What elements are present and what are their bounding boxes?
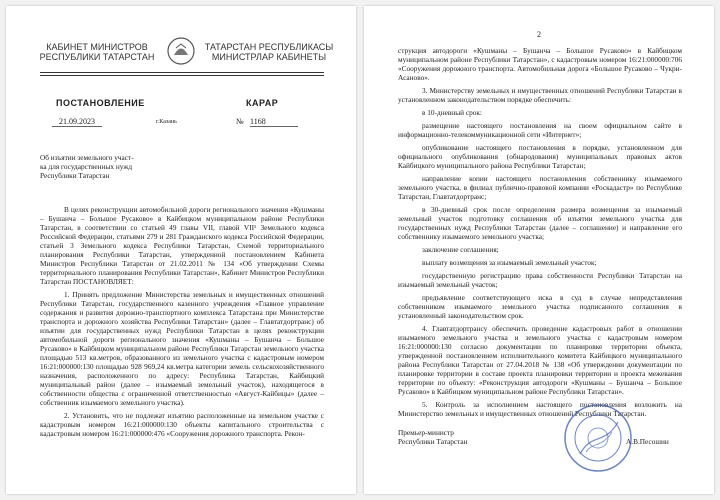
paragraph: в 30-дневный срок после определения размера возмещения за изымаемый земельный участок подготовку соглашения об изъятии земельного участка для государственных нужд Республики Татарстан (далее – соглашение) и направление его собственнику изымаемого земельного участка;	[398, 205, 682, 241]
paragraph: В целях реконструкции автомобильной дороги регионального значения «Кушманы – Бушанча – Большое Русаково» в Кайбицком муниципальном районе Республики Татарстан, в соответствии со статьей 49 главы VII, главой VII¹ Земельного кодекса Российской Федерации, статьями 279 и 281 Гражданского кодекса Российской Федерации, статьей 3 Земельного кодекса Республики Татарстан, Схемой территориального планирования Республики Татарстан, утвержденной постановлением Кабинета Министров Республики Татарстан от 21.02.2011 № 134 «Об утверждении Схемы территориального планирования Республики Татарстан», Кабинет Министров Республики Татарстан ПОСТАНОВЛЯЕТ:	[40, 205, 324, 286]
page1-body	[40, 205, 324, 442]
paragraph: 5. Контроль за исполнением настоящего постановления возложить на Министерство земельных и имущественных отношений Республики Татарстан.	[398, 400, 682, 418]
header-divider-2	[40, 75, 324, 76]
paragraph: предъявление соответствующего иска в суд в случае непредставления собственником изымаемого земельного участка подписанного соглашения в установленный законодательством срок.	[398, 293, 682, 320]
header-right: ТАТАРСТАН РЕСПУБЛИКАСЫ МИНИСТРЛАР КАБИНЕТЫ	[204, 42, 334, 62]
paragraph: струкция автодороги «Кушманы – Бушанча – Большое Русаково» в Кайбицком муниципальном районе Республики Татарстан», с кадастровым номером 16:21:000000:706 «Сооружения дорожного транспорта. Автомобильная дорога «Большое Русаково – Чукри-Асаново».	[398, 46, 682, 82]
page2-body	[398, 46, 682, 422]
document-number: 1168	[250, 117, 298, 127]
paragraph: размещение настоящего постановления на своем официальном сайте в информационно-телекоммуникационной сети «Интернет»;	[398, 121, 682, 139]
paragraph: опубликование настоящего постановления в порядке, установленном для официального опубликования (обнародования) муниципальных правовых актов Кайбицкого муниципального района Республики Татарстан;	[398, 143, 682, 170]
paragraph: 3. Министерству земельных и имущественных отношений Республики Татарстан в установленном законодательством порядке обеспечить:	[398, 86, 682, 104]
signatory-name: А.В.Песошин	[626, 437, 669, 446]
document-city: г.Казань	[156, 119, 177, 125]
doc-type-tt: КАРАР	[246, 98, 279, 108]
paragraph: выплату возмещения за изымаемый земельный участок;	[422, 258, 597, 267]
paragraph: направление копии настоящего постановления собственнику изымаемого земельного участка, в филиал публично-правовой компании «Роскадастр» по Республике Татарстан, Главтатдортранс;	[398, 174, 682, 201]
signatory-title: Премьер-министр Республики Татарстан	[398, 428, 468, 446]
header-left: КАБИНЕТ МИНИСТРОВ РЕСПУБЛИКИ ТАТАРСТАН	[39, 42, 155, 62]
page-number: 2	[537, 30, 541, 39]
document-subject: Об изъятии земельного участ- ка для государственных нужд Республики Татарстан	[40, 153, 134, 180]
paragraph: 2. Установить, что не подлежат изъятию расположенные на земельном участке с кадастровым номером 16:21:000000:130 объекты капитального строительства с кадастровым номером 16:21:000000:476 «Сооружения дорожного транспорта. Рекон-	[40, 411, 324, 438]
official-stamp-icon	[562, 402, 634, 474]
paragraph: 1. Принять предложение Министерства земельных и имущественных отношений Республики Татарстан, государственного казенного учреждения «Главное управление содержания и развития дорожно-транспортного комплекса Татарстана при Министерстве транспорта и дорожного хозяйства Республики Татарстан» (далее – Главтатдортранс) об изъятии для государственных нужд Республики Татарстан в целях реконструкции автомобильной дороги регионального значения «Кушманы – Бушанча – Большое Русаково» в Кайбицком муниципальном районе Республики Татарстан земельного участка площадью 513 кв.метров, образованного из земельного участка с кадастровым номером 16:21:000000:130 площадью 928 969,24 кв.метра категории земель сельскохозяйственного назначения, расположенного по адресу: Республика Татарстан, Кайбицкий муниципальный район (далее – изымаемый земельный участок), находящегося в собственности общества с ограниченной ответственностью «Август-Кайбицы» (далее – собственник изымаемого земельного участка).	[40, 290, 324, 407]
document-page-2	[364, 6, 714, 494]
doc-type-ru: ПОСТАНОВЛЕНИЕ	[56, 98, 145, 108]
paragraph: 4. Главтатдортрансу обеспечить проведение кадастровых работ в отношении изымаемого земельного участка и земельного участка с кадастровым номером 16:21:000000:130 согласно документации по планировке территории объекта, утвержденной постановлением исполнительного комитета Кайбицкого муниципального района Республики Татарстан от 27.04.2018 № 138 «Об утверждении документации по планировке территории в составе проекта планировки территории и проекта межевания территории по объекту: «Реконструкция автодороги «Кушманы – Бушанча – Большое Русаково» в Кайбицком муниципальном районе Республики Татарстан».	[398, 324, 682, 396]
number-label: №	[236, 117, 244, 126]
header-divider	[40, 72, 324, 73]
document-page-1	[6, 6, 356, 494]
coat-of-arms-icon	[166, 36, 196, 66]
paragraph: в 10-дневный срок:	[422, 108, 482, 117]
paragraph: заключение соглашения;	[422, 245, 499, 254]
document-date: 21.09.2023	[52, 117, 102, 127]
paragraph: государственную регистрацию права собственности Республики Татарстан на изымаемый земельный участок;	[398, 271, 682, 289]
